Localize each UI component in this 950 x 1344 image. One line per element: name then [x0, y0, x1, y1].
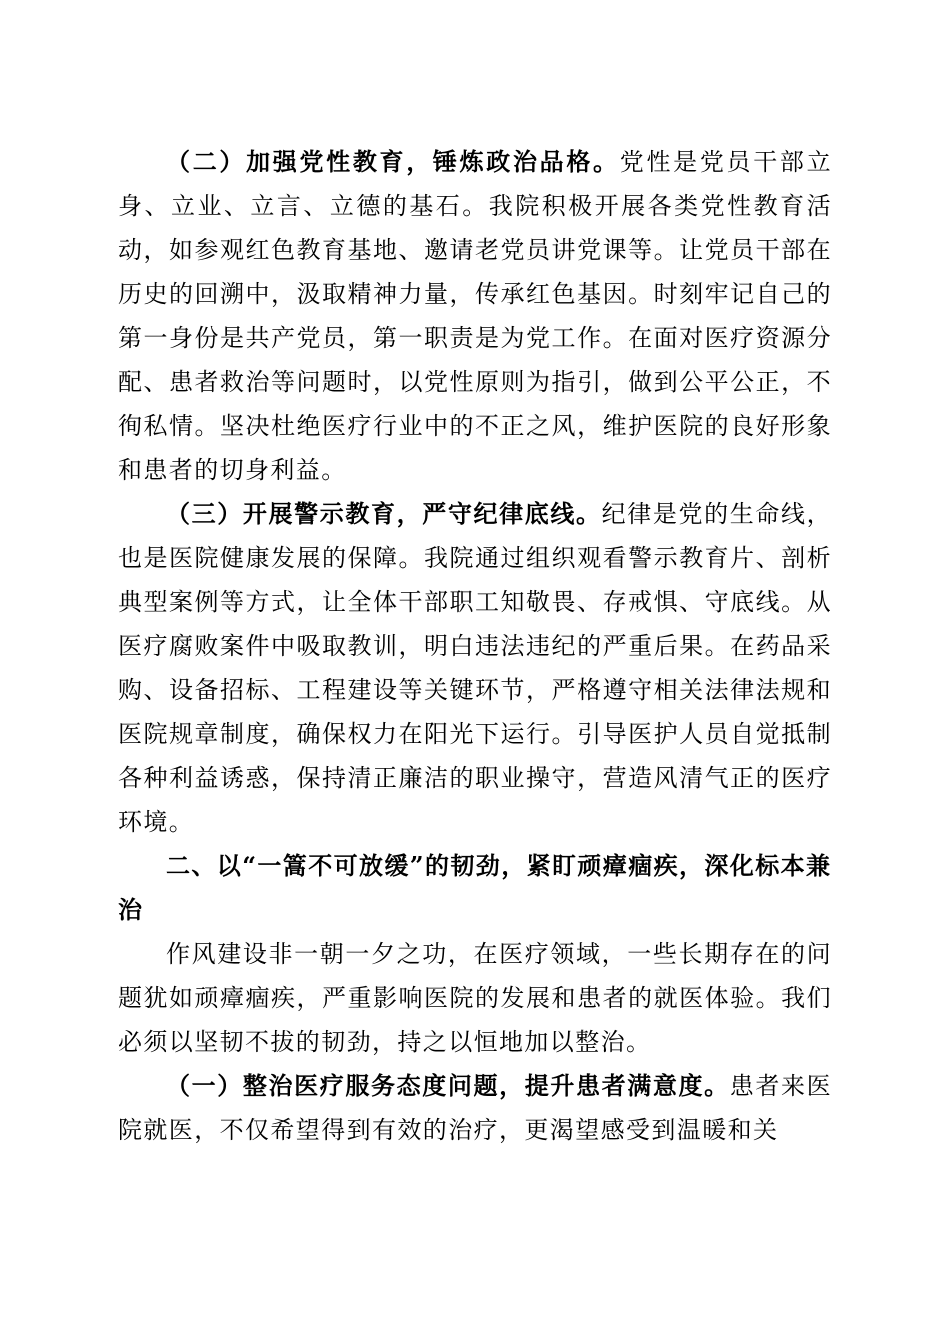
paragraph-lead: （三）开展警示教育，严守纪律底线。	[166, 499, 602, 528]
paragraph-body: 党性是党员干部立身、立业、立言、立德的基石。我院积极开展各类党性教育活动，如参观红色教育基地、邀请老党员讲党课等。让党员干部在历史的回溯中，汲取精神力量，传承红色基因。时刻牢记自己的第一身份是共产党员，第一职责是为党工作。在面对医疗资源分配、患者救治等问题时，以党性原则为指引，做到公平公正，不徇私情。坚决杜绝医疗行业中的不正之风，维护医院的良好形象和患者的切身利益。	[118, 148, 832, 484]
section-heading: 二、以“一篙不可放缓”的韧劲，紧盯顽瘴痼疾，深化标本兼治	[118, 851, 832, 924]
paragraph-lead: （二）加强党性教育，锤炼政治品格。	[166, 147, 620, 176]
paragraph-body: 作风建设非一朝一夕之功，在医疗领域，一些长期存在的问题犹如顽瘴痼疾，严重影响医院的发展和患者的就医体验。我们必须以坚韧不拔的韧劲，持之以恒地加以整治。	[118, 940, 832, 1056]
paragraph-lead: （一）整治医疗服务态度问题，提升患者满意度。	[166, 1071, 730, 1100]
paragraph-party-spirit-education	[118, 140, 832, 492]
paragraph-body: 患者来医院就医，不仅希望得到有效的治疗，更渴望感受到温暖和关	[118, 1072, 832, 1144]
paragraph-service-attitude	[118, 1064, 832, 1152]
paragraph-body: 纪律是党的生命线，也是医院健康发展的保障。我院通过组织观看警示教育片、剖析典型案例等方式，让全体干部职工知敬畏、存戒惧、守底线。从医疗腐败案件中吸取教训，明白违法违纪的严重后果。在药品采购、设备招标、工程建设等关键环节，严格遵守相关法律法规和医院规章制度，确保权力在阳光下运行。引导医护人员自觉抵制各种利益诱惑，保持清正廉洁的职业操守，营造风清气正的医疗环境。	[118, 500, 832, 836]
document-page	[118, 140, 832, 1152]
paragraph-warning-education	[118, 492, 832, 844]
paragraph-intro	[118, 932, 832, 1064]
